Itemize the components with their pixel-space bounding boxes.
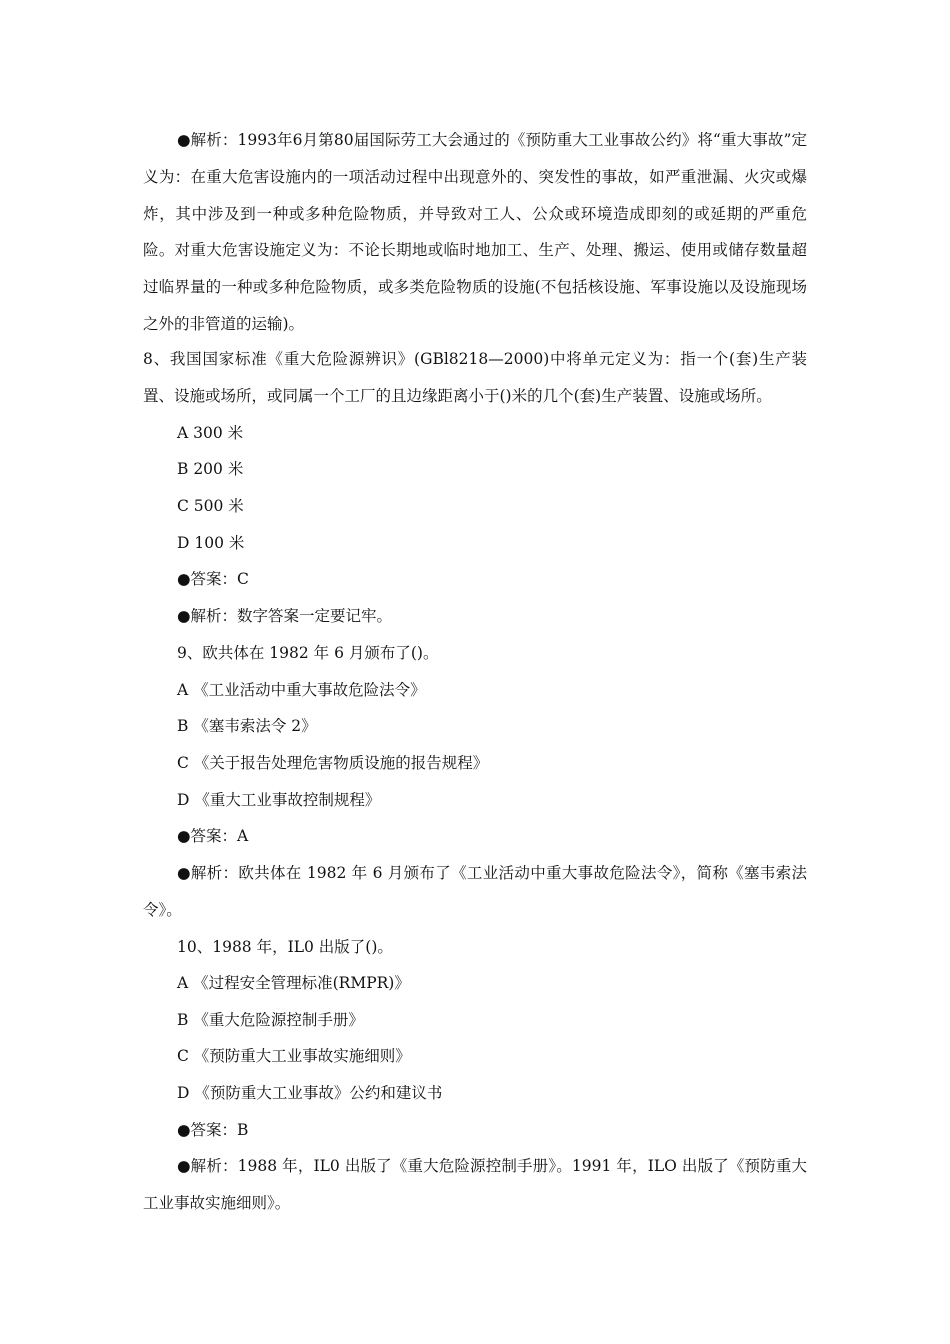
question-9-option-b: B 《塞韦索法令 2》 — [177, 717, 317, 735]
analysis-paragraph-7: ●解析：1993年6月第80届国际劳工大会通过的《预防重大工业事故公约》将“重大事故”定义为：在重大危害设施内的一项活动过程中出现意外的、突发性的事故，如严重泄漏、火灾或爆炸，其中涉及到一种或多种危险物质，并导致对工人、公众或环境造成即刻的或延期的严重危险。对重大危害设施定义为：不论长期地或临时地加工、生产、处理、搬运、使用或储存数量超过临界量的一种或多种危险物质，或多类危险物质的设施(不包括核设施、军事设施以及设施现场之外的非管道的运输)。 — [143, 131, 807, 333]
question-8-option-a: A 300 米 — [177, 424, 244, 442]
question-10: 10、1988 年，IL0 出版了()。 — [177, 938, 393, 956]
question-9-answer: ●答案：A — [177, 827, 249, 845]
question-10-option-c: C 《预防重大工业事故实施细则》 — [177, 1047, 411, 1065]
question-8-answer: ●答案：C — [177, 570, 249, 588]
question-9-analysis: ●解析：欧共体在 1982 年 6 月颁布了《工业活动中重大事故危险法令》，简称《塞韦索法令》。 — [143, 864, 807, 919]
question-10-option-d: D 《预防重大工业事故》公约和建议书 — [177, 1084, 443, 1102]
question-9: 9、欧共体在 1982 年 6 月颁布了()。 — [177, 644, 439, 662]
question-9-option-d: D 《重大工业事故控制规程》 — [177, 791, 381, 809]
question-9-option-c: C 《关于报告处理危害物质设施的报告规程》 — [177, 754, 489, 772]
question-8: 8、我国国家标准《重大危险源辨识》(GBl8218—2000)中将单元定义为：指一个(套)生产装置、设施或场所，或同属一个工厂的且边缘距离小于()米的几个(套)生产装置、设施或场所。 — [143, 350, 807, 405]
question-9-option-a: A 《工业活动中重大事故危险法令》 — [177, 681, 426, 699]
question-8-option-b: B 200 米 — [177, 460, 244, 478]
question-8-option-c: C 500 米 — [177, 497, 244, 515]
question-10-answer: ●答案：B — [177, 1121, 249, 1139]
question-8-analysis: ●解析：数字答案一定要记牢。 — [177, 607, 393, 625]
question-10-option-a: A 《过程安全管理标准(RMPR)》 — [177, 974, 410, 992]
question-8-option-d: D 100 米 — [177, 534, 245, 552]
question-10-option-b: B 《重大危险源控制手册》 — [177, 1011, 364, 1029]
question-10-analysis: ●解析：1988 年，IL0 出版了《重大危险源控制手册》。1991 年，ILO 出版了《预防重大工业事故实施细则》。 — [143, 1157, 807, 1212]
